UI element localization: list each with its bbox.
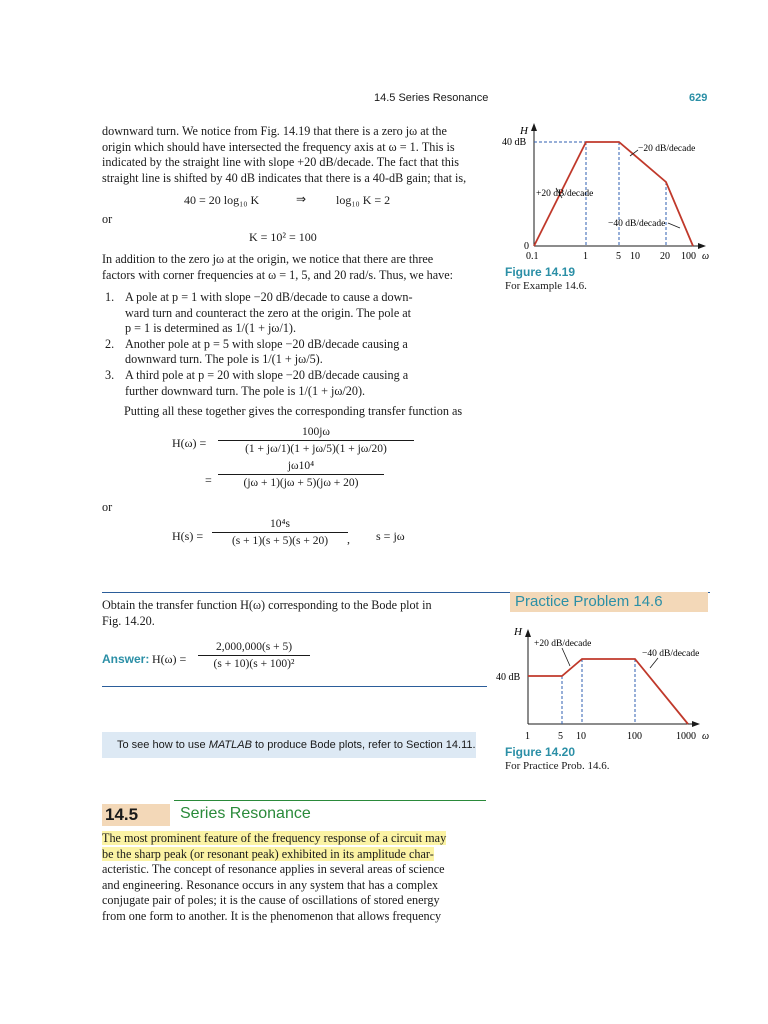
slope-label: +20 dB/decade — [536, 189, 594, 199]
pole-list — [105, 290, 485, 399]
x-tick-label: 10 — [630, 251, 640, 262]
tf2-numerator: jω10⁴ — [287, 460, 315, 472]
tf3-substitution: s = jω — [376, 529, 405, 543]
text-line: straight line is shifted by 40 dB indicates that there is a 40-dB gain; that is, — [102, 170, 467, 185]
equation-k: K = 10² = 100 — [249, 230, 317, 244]
label-pointer — [562, 648, 570, 666]
tf2-fraction — [218, 460, 384, 489]
answer-label: Answer: — [102, 652, 150, 666]
label-pointer — [650, 658, 658, 668]
x-axis-arrow-icon — [692, 721, 700, 727]
text-line: Obtain the transfer function H(ω) corresponding to the Bode plot in — [102, 598, 432, 612]
list-item — [105, 368, 485, 399]
tf3-fraction — [212, 518, 348, 547]
text-line — [102, 831, 487, 847]
text-line: from one form to another. It is the phenomenon that allows frequency — [102, 908, 442, 923]
figure-14-20-caption: For Practice Prob. 14.6. — [505, 760, 610, 772]
x-tick-label: 20 — [660, 251, 670, 262]
note-text: to produce Bode plots, refer to Section 14.11. — [251, 739, 476, 751]
tf3-numerator: 10⁴s — [270, 518, 290, 530]
x-axis-arrow-icon — [698, 243, 706, 249]
text-line: conjugate pair of poles; it is the cause of oscillations of stored energy — [102, 893, 440, 908]
x-tick-label: 100 — [627, 731, 642, 742]
y-axis-label: H — [514, 626, 522, 638]
y-axis-arrow-icon — [525, 629, 531, 637]
section-number: 14.5 — [102, 804, 170, 826]
figure-14-20-title: Figure 14.20 — [505, 745, 576, 759]
text-line: acteristic. The concept of resonance applies in several areas of science — [102, 862, 445, 877]
tf1-fraction — [218, 426, 414, 455]
running-title: 14.5 Series Resonance — [374, 92, 489, 104]
or-text: or — [102, 212, 113, 226]
x-tick-label: 1 — [525, 731, 530, 742]
text-line: origin which should have intersected the frequency axis at ω = 1. This is — [102, 139, 455, 154]
list-number: 2. — [105, 336, 115, 351]
or-text: or — [102, 500, 113, 514]
tf3-denominator: (s + 1)(s + 5)(s + 20) — [231, 535, 329, 547]
figure-14-19-caption: For Example 14.6. — [505, 280, 587, 292]
figure-14-20-plot — [490, 624, 730, 744]
paragraph-corners — [102, 252, 487, 283]
x-axis-label: ω — [702, 251, 710, 262]
text-line: Fig. 14.20. — [102, 613, 155, 628]
fraction-bar — [212, 532, 348, 533]
practice-bottom-rule — [102, 686, 487, 687]
text-line: downward turn. The pole is 1/(1 + jω/5). — [125, 352, 323, 367]
y-axis-label: H — [520, 125, 528, 137]
answer-denominator: (s + 10)(s + 100)² — [213, 658, 295, 670]
equation-log-k: log₁₀ K = 2 — [336, 193, 391, 207]
answer-fraction — [198, 641, 310, 670]
tf1-numerator: 100jω — [301, 426, 330, 438]
section-title: Series Resonance — [180, 805, 311, 822]
y-tick-40db: 40 dB — [502, 137, 527, 148]
text-line: In addition to the zero jω at the origin, we notice that there are three — [102, 252, 434, 266]
text-line — [102, 847, 487, 863]
highlighted-line: be the sharp peak (or resonant peak) exhibited in its amplitude char- — [102, 846, 434, 861]
text-line: and engineering. Resonance occurs in any system that has a complex — [102, 877, 439, 892]
tf2-denominator: (jω + 1)(jω + 5)(jω + 20) — [243, 477, 359, 489]
highlighted-line: The most prominent feature of the frequency response of a circuit may — [102, 831, 447, 845]
x-tick-label: 1000 — [676, 731, 696, 742]
x-tick-label: 100 — [681, 251, 696, 262]
figure-14-19-title: Figure 14.19 — [505, 265, 576, 279]
y-tick-0: 0 — [524, 241, 529, 252]
x-tick-label: 5 — [558, 731, 563, 742]
bode-magnitude-line — [528, 659, 688, 724]
practice-heading: Practice Problem 14.6 — [510, 592, 708, 612]
note-text: To see how to use — [117, 739, 209, 751]
fraction-bar — [198, 655, 310, 656]
tf3-comma: , — [347, 532, 350, 546]
text-line: factors with corner frequencies at ω = 1, 5, and 20 rad/s. Thus, we have: — [102, 267, 454, 282]
tf3-lhs: H(s) = — [172, 529, 204, 543]
text-line: A pole at p = 1 with slope −20 dB/decade to cause a down- — [125, 290, 413, 304]
implies-arrow: ⇒ — [296, 192, 307, 206]
list-item — [105, 337, 485, 368]
text-line: further downward turn. The pole is 1/(1 + jω/20). — [125, 383, 366, 398]
text-line: downward turn. We notice from Fig. 14.19 that there is a zero jω at the — [102, 124, 447, 138]
slope-label: +20 dB/decade — [534, 639, 592, 649]
text-line: ward turn and counteract the zero at the origin. The pole at — [125, 305, 412, 320]
intro-paragraph — [102, 124, 487, 186]
text-line: Another pole at p = 5 with slope −20 dB/decade causing a — [125, 336, 408, 351]
section-paragraph — [102, 831, 487, 925]
slope-label: −40 dB/decade — [608, 219, 666, 229]
text-line: p = 1 is determined as 1/(1 + jω/1). — [125, 321, 297, 336]
list-number: 1. — [105, 290, 115, 304]
slope-label: −20 dB/decade — [638, 144, 696, 154]
y-axis-arrow-icon — [531, 123, 537, 131]
practice-text — [102, 598, 487, 629]
answer-numerator: 2,000,000(s + 5) — [215, 641, 293, 653]
matlab-note — [102, 732, 476, 758]
x-tick-label: 10 — [576, 731, 586, 742]
text-line: indicated by the straight line with slope +20 dB/decade. The fact that this — [102, 155, 459, 170]
slope-label: −40 dB/decade — [642, 649, 700, 659]
section-rule — [174, 800, 486, 801]
list-item — [105, 290, 485, 337]
note-emphasis: MATLAB — [208, 739, 252, 751]
figure-14-19-plot — [490, 118, 730, 266]
y-tick-40db: 40 dB — [496, 672, 521, 683]
fraction-bar — [218, 474, 384, 475]
together-text: Putting all these together gives the corresponding transfer function as — [124, 404, 463, 418]
page-number: 629 — [689, 92, 708, 104]
tf1-lhs: H(ω) = — [172, 436, 207, 450]
fraction-bar — [218, 440, 414, 441]
x-tick-label: 1 — [583, 251, 588, 262]
label-pointer — [668, 223, 680, 228]
x-tick-label: 0.1 — [526, 251, 539, 262]
equation-40db: 40 = 20 log₁₀ K — [184, 193, 260, 207]
x-tick-label: 5 — [616, 251, 621, 262]
tf1-denominator: (1 + jω/1)(1 + jω/5)(1 + jω/20) — [245, 443, 387, 455]
answer-lhs: H(ω) = — [152, 652, 187, 666]
text-line: A third pole at p = 20 with slope −20 dB/decade causing a — [125, 367, 409, 382]
tf2-lhs: = — [205, 473, 212, 487]
list-number: 3. — [105, 367, 115, 382]
x-axis-label: ω — [702, 731, 710, 742]
